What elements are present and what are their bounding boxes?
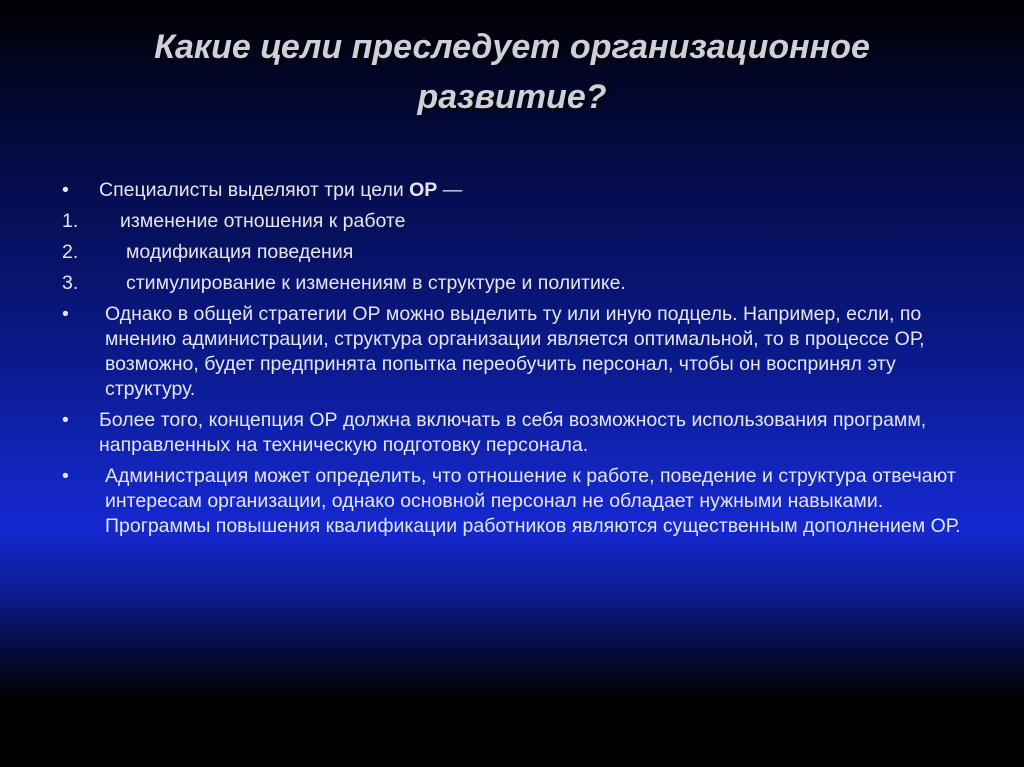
goal-number: 1. <box>62 210 79 232</box>
goal-item-2 <box>62 240 972 265</box>
intro-bold-term: ОР <box>409 179 438 201</box>
goal-item-1 <box>62 209 972 234</box>
slide-title-line-2: развитие? <box>417 78 607 116</box>
paragraph-text: Однако в общей стратегии ОР можно выделить ту или иную подцель. Например, если, по мнению администрации, структура организации является оптимальной, то в процессе ОР, возможно, будет предпринята попытка переобучить персонал, чтобы он воспринял эту структуру. <box>105 303 925 400</box>
goal-number: 2. <box>62 241 79 263</box>
slide-body <box>62 178 972 539</box>
intro-tail: — <box>437 179 463 201</box>
bullet-marker: • <box>62 409 69 431</box>
goal-text: стимулирование к изменениям в структуре и политике. <box>126 272 626 294</box>
slide-title-line-1: Какие цели преследует организационное <box>154 28 870 66</box>
slide-title <box>0 22 1024 122</box>
bullet-paragraph-3 <box>62 464 972 539</box>
paragraph-text: Более того, концепция ОР должна включать в себя возможность использования программ, направленных на техническую подготовку персонала. <box>99 409 927 456</box>
goal-text: изменение отношения к работе <box>120 210 406 232</box>
bullet-marker: • <box>62 465 69 487</box>
bullet-paragraph-1 <box>62 302 972 402</box>
goal-number: 3. <box>62 272 79 294</box>
bullet-paragraph-2 <box>62 408 972 458</box>
intro-text: Специалисты выделяют три цели <box>99 179 410 201</box>
paragraph-text: Администрация может определить, что отношение к работе, поведение и структура отвечают интересам организации, однако основной персонал не обладает нужными навыками. Программы повышения квалификации работников являются существенным дополнением ОР. <box>105 465 961 537</box>
bullet-intro <box>62 178 972 203</box>
bullet-marker: • <box>62 179 69 201</box>
goal-text: модификация поведения <box>126 241 354 263</box>
bullet-marker: • <box>62 303 69 325</box>
goal-item-3 <box>62 271 972 296</box>
